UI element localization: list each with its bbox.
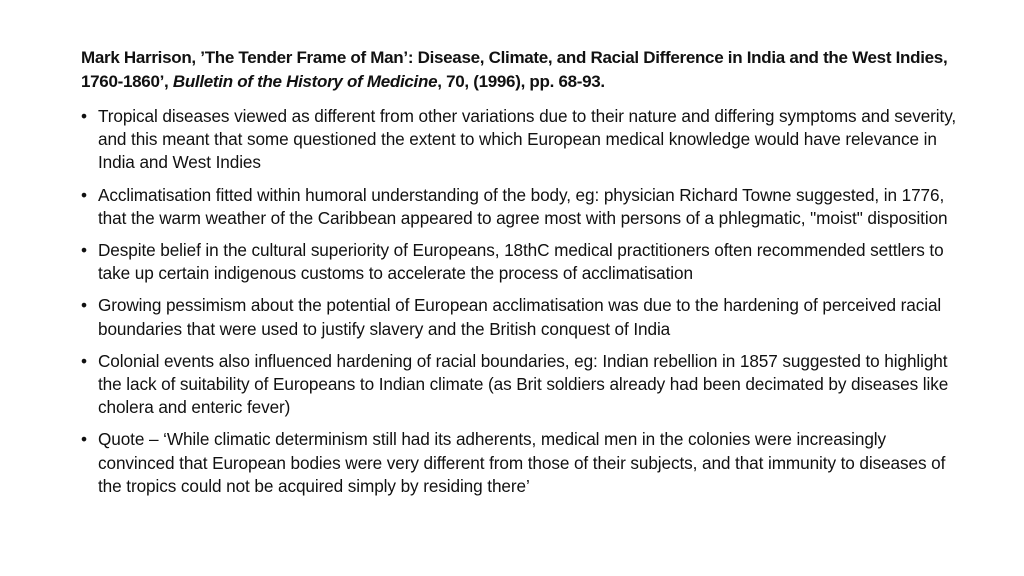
bullet-text: Quote – ‘While climatic determinism still had its adherents, medical men in the colonies were increasingly convinced that European bodies were very different from those of their subjects, and that immunity to diseases of the tropics could not be acquired simply by residing there’ (98, 429, 946, 496)
bullet-marker: • (81, 240, 87, 261)
bullet-item-acclimatisation (81, 184, 957, 230)
bullet-marker: • (81, 295, 87, 316)
bullet-item-quote (81, 428, 957, 498)
bullet-marker: • (81, 350, 87, 371)
bullet-marker: • (81, 184, 87, 205)
bullet-marker: • (81, 429, 87, 450)
bullet-marker: • (81, 106, 87, 126)
bullet-text: Acclimatisation fitted within humoral understanding of the body, eg: physician Richard Towne suggested, in 1776, that the warm weather of the Caribbean appeared to agree most with persons of a phlegmatic, "moist" disposition (98, 184, 948, 228)
bullet-text: Growing pessimism about the potential of European acclimatisation was due to the hardening of perceived racial boundaries that were used to justify slavery and the British conquest of India (98, 295, 942, 339)
bullet-list (81, 105, 957, 507)
bullet-text: Despite belief in the cultural superiority of Europeans, 18thC medical practitioners often recommended settlers to take up certain indigenous customs to accelerate the process of acclimatisation (98, 240, 944, 284)
bullet-item-cultural-superiority (81, 239, 957, 285)
citation-details: , 70, (1996), pp. 68-93. (437, 72, 605, 91)
bullet-item-tropical-diseases (81, 105, 957, 175)
citation-journal: Bulletin of the History of Medicine (172, 72, 438, 91)
bullet-text: Colonial events also influenced hardening of racial boundaries, eg: Indian rebellion in 1857 suggested to highlight the lack of suitability of Europeans to Indian climate (as Brit soldiers already had been decimated by diseases like cholera and enteric fever) (98, 350, 949, 418)
citation-heading (81, 46, 961, 94)
bullet-text: Tropical diseases viewed as different from other variations due to their nature and differing symptoms and severity, and this meant that some questioned the extent to which European medical knowledge would have relevance in India and West Indies (98, 106, 957, 173)
bullet-item-colonial-events (81, 350, 957, 420)
citation-authors-title: Mark Harrison, ’The Tender Frame of Man’: Disease, Climate, and Racial Difference in India and the West Indies, 1760-1860’, (81, 48, 948, 91)
bullet-item-growing-pessimism (81, 294, 957, 340)
